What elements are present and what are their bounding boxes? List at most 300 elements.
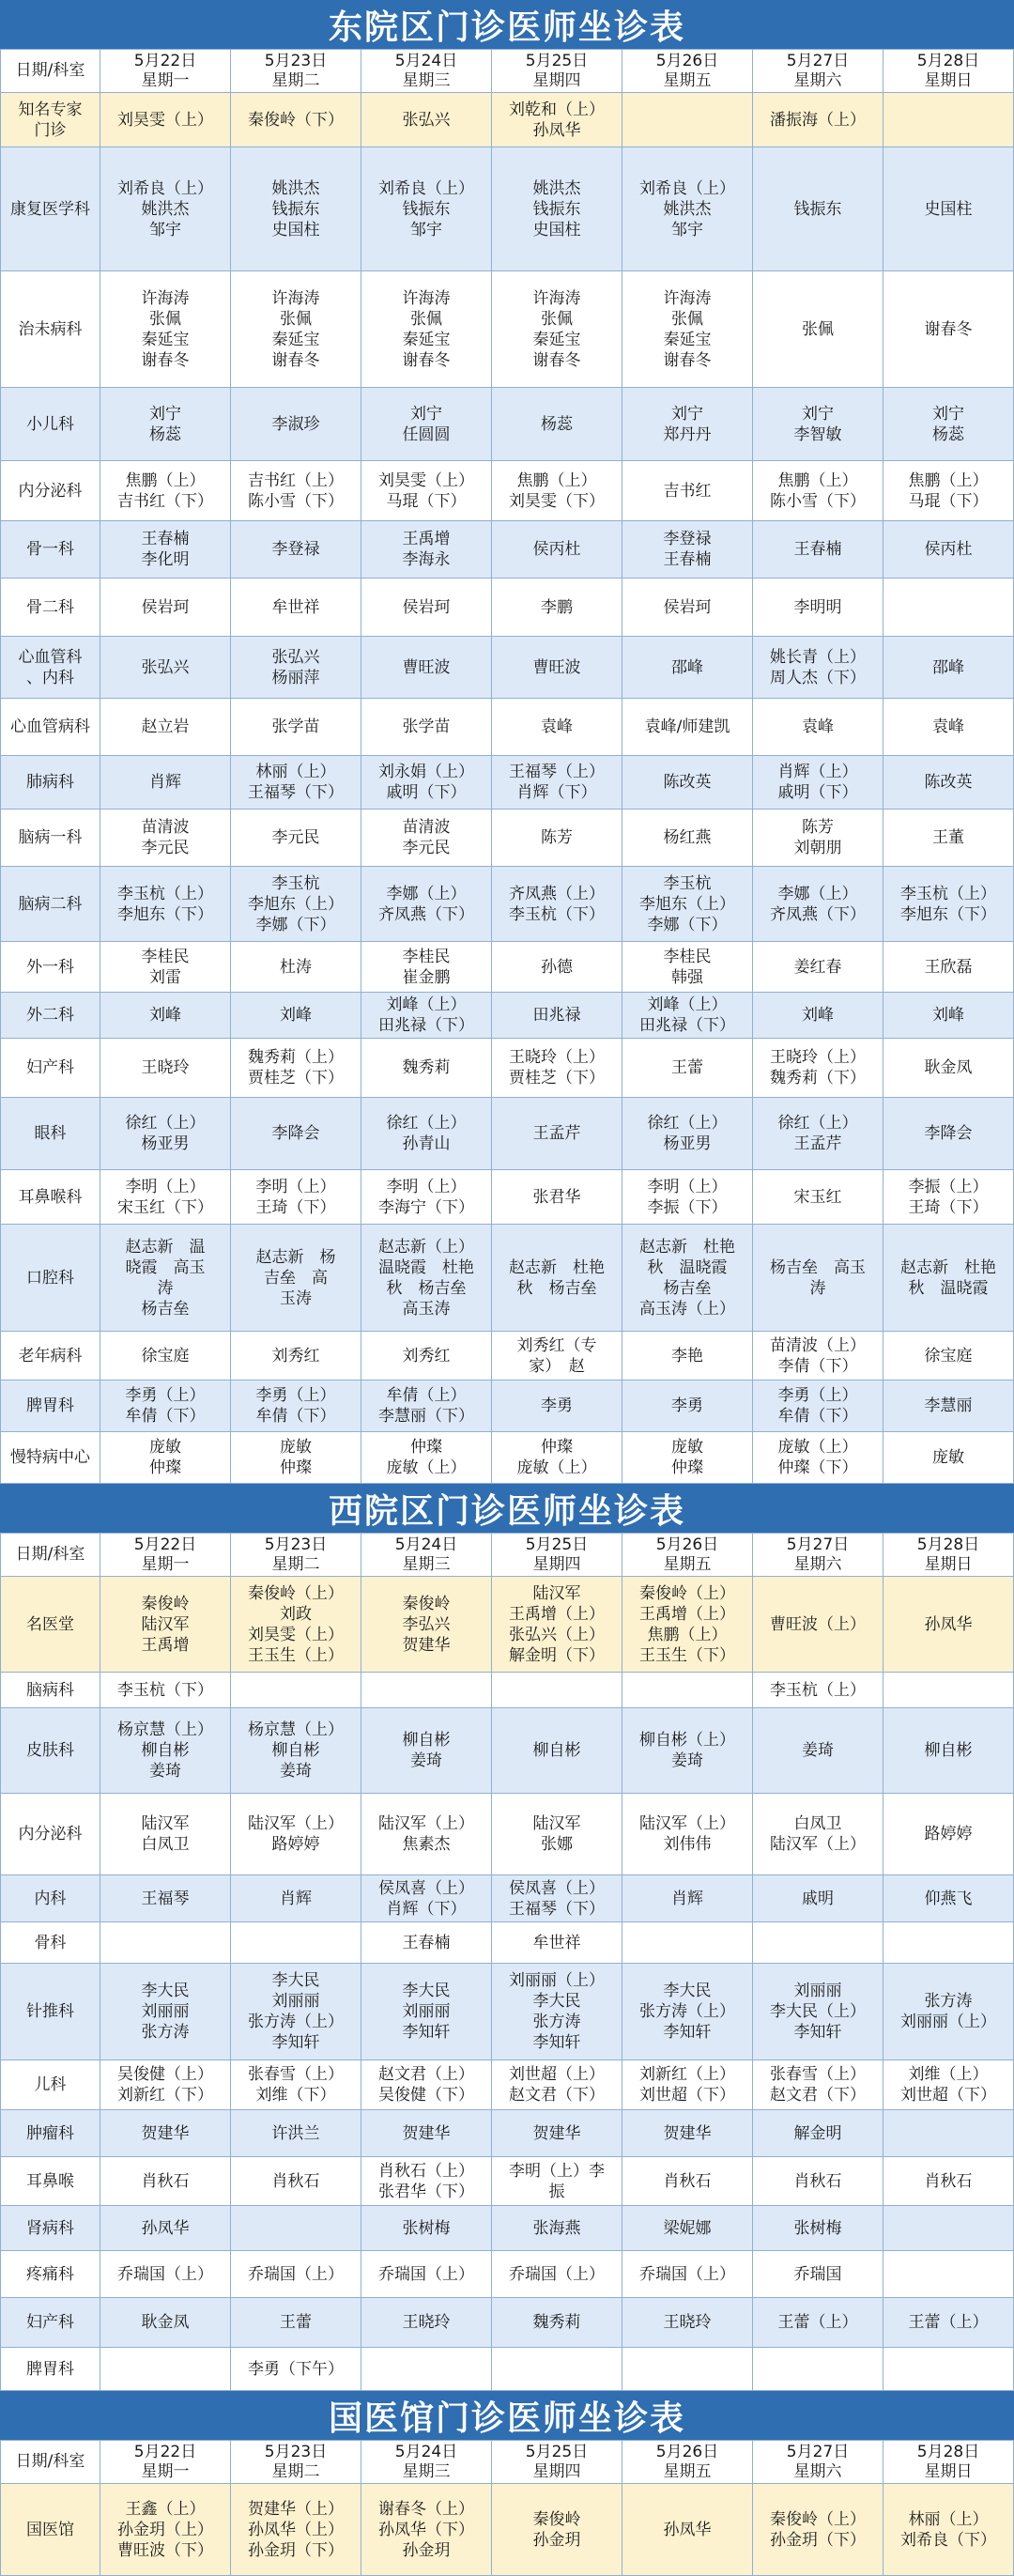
doctor-name: 刘丽丽	[402, 2002, 451, 2021]
department-name: 骨二科	[26, 597, 74, 617]
doctor-cell	[492, 2348, 622, 2391]
doctor-name: 赵志新 温	[125, 1237, 206, 1257]
doctor-name: 乔瑞国	[793, 2264, 842, 2284]
department-name: 骨一科	[26, 540, 74, 559]
table-header-row	[1, 2441, 1014, 2484]
doctor-cell	[622, 699, 753, 756]
doctor-name: 侯岩珂	[402, 597, 451, 617]
department-name: 内分泌科	[18, 481, 83, 501]
doctor-name: 仲璨（下）	[777, 1458, 858, 1477]
doctor-name: 陆汉军（上）	[378, 1814, 474, 1833]
doctor-cell	[361, 2060, 492, 2110]
doctor-name: 张学苗	[402, 717, 451, 736]
doctor-cell	[361, 1432, 492, 1484]
doctor-cell	[753, 1170, 883, 1225]
doctor-name: 李玉杭（上）	[900, 884, 996, 903]
doctor-name: 王禹增	[402, 530, 451, 548]
doctor-cell	[883, 1432, 1014, 1484]
doctor-cell	[231, 867, 361, 942]
doctor-name: 杨丽萍	[271, 668, 320, 687]
doctor-name: 肖辉（下）	[516, 783, 597, 802]
doctor-cell	[492, 1170, 622, 1225]
doctor-name: 张弘兴	[141, 657, 190, 677]
doctor-name: 刘永娟（上）	[378, 763, 474, 781]
doctor-cell	[231, 1922, 361, 1964]
doctor-cell	[492, 1922, 622, 1964]
doctor-name: 姚洪杰	[141, 199, 190, 219]
doctor-name: 仰燕飞	[924, 1889, 973, 1908]
table-header-row	[1, 50, 1014, 93]
doctor-name: 李知轩	[532, 2033, 581, 2052]
doctor-name: 刘维（下）	[255, 2086, 336, 2105]
doctor-cell	[883, 756, 1014, 810]
doctor-cell	[231, 1039, 361, 1098]
doctor-name: 陈小雪（下）	[248, 491, 344, 511]
doctor-cell	[622, 942, 753, 993]
doctor-cell	[231, 2348, 361, 2391]
doctor-name: 姚洪杰	[271, 178, 320, 198]
doctor-name: 徐宝庭	[924, 1346, 973, 1365]
doctor-cell	[100, 1964, 231, 2060]
doctor-name: 庞敏	[671, 1438, 703, 1457]
doctor-name: 李勇	[541, 1396, 573, 1415]
doctor-cell	[622, 2110, 753, 2157]
doctor-name: 秦俊岭（下）	[248, 110, 344, 130]
doctor-cell	[753, 578, 883, 637]
department-cell	[1, 867, 100, 942]
doctor-name: 吉书红	[663, 481, 712, 501]
table-row	[1, 1381, 1014, 1432]
doctor-name: 吴俊健（下）	[378, 2086, 474, 2105]
day-header	[883, 1534, 1014, 1577]
doctor-cell	[100, 942, 231, 993]
department-cell	[1, 1708, 100, 1794]
doctor-name: 贺建华（上）	[248, 2499, 344, 2519]
doctor-name: 孙青山	[402, 1134, 451, 1153]
doctor-name: 宋玉红（下）	[117, 1197, 213, 1217]
department-cell	[1, 1039, 100, 1098]
doctor-name: 魏秀莉（上）	[248, 1048, 344, 1067]
doctor-name: 崔金鹏	[402, 967, 451, 987]
doctor-cell	[231, 2060, 361, 2110]
doctor-name: 牟倩（下）	[777, 1407, 858, 1426]
doctor-name: 秦俊岭（上）	[639, 1583, 735, 1603]
doctor-name: 田兆禄（下）	[639, 1016, 735, 1035]
doctor-name: 李降会	[271, 1124, 320, 1143]
table-row	[1, 2060, 1014, 2110]
doctor-cell	[492, 1577, 622, 1673]
doctor-name: 陆汉军	[532, 1814, 581, 1833]
department-name: 心血管科	[18, 647, 83, 667]
doctor-cell	[231, 1875, 361, 1922]
doctor-name: 李倩（下）	[777, 1356, 858, 1376]
doctor-name: 温晓霞 杜艳	[378, 1257, 474, 1277]
schedule-section	[0, 2391, 1014, 2576]
doctor-name: 许海涛	[663, 288, 712, 308]
doctor-cell	[361, 699, 492, 756]
day-date: 5月28日	[916, 51, 980, 70]
table-row	[1, 2157, 1014, 2206]
schedule-table	[0, 1533, 1014, 2391]
doctor-cell	[361, 2251, 492, 2298]
department-cell	[1, 2348, 100, 2391]
doctor-name: 王春楠	[793, 540, 842, 559]
doctor-cell	[231, 699, 361, 756]
doctor-name: 杨蕊	[541, 414, 573, 434]
day-header	[492, 2441, 622, 2484]
doctor-cell	[361, 2298, 492, 2348]
doctor-cell	[100, 1381, 231, 1432]
doctor-name: 姜琦	[802, 1741, 834, 1760]
doctor-name: 潘振海（上）	[770, 110, 866, 130]
doctor-name: 赵文君（下）	[770, 2086, 866, 2105]
doctor-cell	[492, 388, 622, 461]
doctor-name: 仲璨	[149, 1458, 181, 1477]
table-row	[1, 1875, 1014, 1922]
day-header	[753, 50, 883, 93]
doctor-name: 张海燕	[532, 2218, 581, 2238]
department-name: 脑病一科	[18, 828, 83, 847]
doctor-name: 王禹增（上）	[509, 1604, 605, 1624]
doctor-name: 魏秀莉（下）	[770, 1069, 866, 1087]
doctor-cell	[361, 867, 492, 942]
table-row	[1, 271, 1014, 388]
doctor-cell	[492, 1673, 622, 1708]
day-date: 5月23日	[264, 51, 328, 70]
doctor-cell	[361, 1225, 492, 1332]
table-row	[1, 1922, 1014, 1964]
section-title: 东院区门诊医师坐诊表	[0, 0, 1014, 49]
doctor-cell	[622, 1039, 753, 1098]
doctor-name: 贺建华	[402, 1635, 451, 1655]
doctor-cell	[492, 2206, 622, 2251]
doctor-name: 谢春冬（上）	[378, 2499, 474, 2519]
doctor-cell	[753, 1922, 883, 1964]
doctor-name: 孙凤华	[663, 2520, 712, 2539]
doctor-name: 史国柱	[532, 220, 581, 239]
doctor-name: 李知轩	[271, 2033, 320, 2052]
doctor-cell	[492, 578, 622, 637]
table-row	[1, 578, 1014, 637]
doctor-name: 刘丽丽（上）	[509, 1971, 605, 1990]
doctor-name: 李桂民	[402, 947, 451, 966]
doctor-name: 李振（下）	[647, 1197, 728, 1217]
doctor-name: 陆汉军	[141, 1814, 190, 1833]
doctor-name: 史国柱	[271, 220, 320, 239]
department-cell	[1, 578, 100, 637]
day-weekday: 星期一	[141, 1554, 190, 1574]
day-weekday: 星期三	[402, 1554, 451, 1574]
doctor-cell	[231, 1381, 361, 1432]
doctor-cell	[100, 993, 231, 1039]
doctor-name: 秦俊岭	[402, 1594, 451, 1613]
department-cell	[1, 388, 100, 461]
department-cell	[1, 810, 100, 867]
doctor-name: 郑丹丹	[663, 424, 712, 444]
doctor-name: 仲璨	[280, 1458, 312, 1477]
doctor-name: 振	[548, 2182, 565, 2201]
doctor-name: 刘峰	[802, 1006, 834, 1025]
doctor-cell	[622, 388, 753, 461]
doctor-name: 徐红（上）	[125, 1114, 206, 1133]
table-row	[1, 1332, 1014, 1381]
table-row	[1, 461, 1014, 521]
doctor-cell	[883, 2484, 1014, 2576]
doctor-cell	[361, 1708, 492, 1794]
doctor-name: 李娜（上）	[777, 884, 858, 903]
doctor-cell	[361, 1577, 492, 1673]
doctor-cell	[753, 756, 883, 810]
doctor-cell	[883, 388, 1014, 461]
department-cell	[1, 2484, 100, 2576]
doctor-cell	[492, 2157, 622, 2206]
day-weekday: 星期三	[402, 2461, 451, 2481]
doctor-name: 解金明	[793, 2123, 842, 2143]
department-cell	[1, 1794, 100, 1875]
day-header	[100, 50, 231, 93]
doctor-cell	[492, 637, 622, 699]
doctor-name: 柳自彬	[141, 1741, 190, 1760]
doctor-name: 刘昊雯（上）	[248, 1625, 344, 1644]
doctor-cell	[100, 2348, 231, 2391]
doctor-name: 庞敏	[932, 1448, 964, 1467]
doctor-name: 王福琴	[141, 1889, 190, 1908]
doctor-cell	[883, 461, 1014, 521]
doctor-name: 仲璨	[671, 1458, 703, 1477]
department-name: 康复医学科	[10, 199, 90, 219]
doctor-name: 李旭东（下）	[900, 904, 996, 924]
doctor-name: 孙德	[541, 957, 573, 977]
doctor-name: 张方涛	[924, 1992, 973, 2011]
doctor-name: 焦鹏（上）	[647, 1625, 728, 1644]
doctor-cell	[753, 1577, 883, 1673]
doctor-name: 李艳	[671, 1346, 703, 1365]
department-cell	[1, 1577, 100, 1673]
department-name: 针推科	[26, 2002, 74, 2021]
department-name: 内分泌科	[18, 1825, 83, 1843]
doctor-name: 姚洪杰	[532, 178, 581, 198]
doctor-cell	[622, 578, 753, 637]
table-row	[1, 942, 1014, 993]
doctor-cell	[753, 2484, 883, 2576]
doctor-cell	[492, 2298, 622, 2348]
doctor-cell	[361, 1170, 492, 1225]
doctor-name: 李玉杭（上）	[770, 1680, 866, 1700]
doctor-name: 李玉杭	[271, 873, 320, 893]
doctor-cell	[361, 1794, 492, 1875]
doctor-cell	[100, 1794, 231, 1875]
doctor-name: 乔瑞国（上）	[639, 2264, 735, 2284]
doctor-cell	[100, 2251, 231, 2298]
doctor-name: 刘峰（上）	[386, 995, 467, 1014]
doctor-name: 孙金玥	[532, 2530, 581, 2550]
doctor-name: 刘世超（下）	[639, 2086, 735, 2105]
doctor-name: 刘希良（上）	[378, 178, 474, 198]
day-date: 5月24日	[394, 2442, 458, 2461]
doctor-name: 徐红（上）	[777, 1114, 858, 1133]
day-header	[231, 50, 361, 93]
doctor-cell	[753, 2298, 883, 2348]
doctor-cell	[100, 1039, 231, 1098]
doctor-cell	[883, 2110, 1014, 2157]
table-row	[1, 1964, 1014, 2060]
doctor-name: 齐凤燕（下）	[770, 904, 866, 924]
doctor-cell	[100, 2060, 231, 2110]
doctor-name: 陆汉军	[141, 1614, 190, 1634]
doctor-name: 肖辉	[280, 1889, 312, 1908]
doctor-name: 陈芳	[541, 828, 573, 847]
table-row	[1, 1708, 1014, 1794]
table-row	[1, 1673, 1014, 1708]
doctor-cell	[622, 2484, 753, 2576]
department-name: 妇产科	[26, 2313, 74, 2332]
doctor-name: 李娜（上）	[386, 884, 467, 903]
doctor-cell	[753, 93, 883, 147]
doctor-cell	[622, 1964, 753, 2060]
doctor-name: 李明（上）李	[509, 2161, 605, 2181]
doctor-cell	[231, 2298, 361, 2348]
doctor-name: 肖辉（上）	[777, 763, 858, 781]
table-row	[1, 2251, 1014, 2298]
department-name: 儿科	[34, 2075, 67, 2094]
doctor-cell	[231, 578, 361, 637]
doctor-cell	[231, 1708, 361, 1794]
doctor-name: 白凤卫	[141, 1835, 190, 1854]
doctor-name: 许海涛	[402, 288, 451, 308]
doctor-cell	[622, 1170, 753, 1225]
department-name: 肿瘤科	[26, 2123, 74, 2143]
doctor-name: 魏秀莉	[402, 1058, 451, 1077]
doctor-name: 齐凤燕（上）	[509, 884, 605, 903]
doctor-name: 刘世超（上）	[509, 2065, 605, 2084]
doctor-cell	[231, 637, 361, 699]
department-name: 外一科	[26, 957, 74, 977]
doctor-name: 张君华	[532, 1187, 581, 1207]
doctor-name: 杨吉垒	[141, 1299, 190, 1319]
doctor-cell	[883, 637, 1014, 699]
doctor-cell	[361, 993, 492, 1039]
doctor-name: 李大民	[402, 1982, 451, 2000]
day-weekday: 星期一	[141, 70, 190, 90]
doctor-cell	[361, 1039, 492, 1098]
doctor-name: 李明明	[793, 597, 842, 617]
doctor-cell	[622, 461, 753, 521]
doctor-name: 秦延宝	[402, 330, 451, 349]
doctor-name: 陈小雪（下）	[770, 491, 866, 511]
doctor-cell	[100, 388, 231, 461]
department-cell	[1, 699, 100, 756]
department-cell	[1, 637, 100, 699]
doctor-name: 李娜（下）	[255, 915, 336, 934]
doctor-cell	[883, 2157, 1014, 2206]
department-cell	[1, 2157, 100, 2206]
doctor-name: 王蕾	[671, 1058, 703, 1077]
doctor-name: 钱振东	[532, 199, 581, 219]
doctor-name: 耿金凤	[924, 1058, 973, 1077]
day-date: 5月28日	[916, 1535, 980, 1554]
doctor-name: 庞敏（上）	[386, 1458, 467, 1477]
doctor-cell	[492, 2060, 622, 2110]
department-cell	[1, 2060, 100, 2110]
doctor-name: 杨蕊	[149, 424, 181, 444]
doctor-cell	[883, 2298, 1014, 2348]
doctor-cell	[622, 1381, 753, 1432]
doctor-cell	[883, 521, 1014, 578]
doctor-cell	[883, 1098, 1014, 1170]
doctor-name: 李明（上）	[255, 1177, 336, 1196]
doctor-cell	[492, 1708, 622, 1794]
doctor-cell	[492, 521, 622, 578]
doctor-name: 陆汉军（上）	[248, 1814, 344, 1833]
doctor-cell	[361, 147, 492, 271]
doctor-name: 任圆圆	[402, 424, 451, 444]
doctor-name: 刘新红（上）	[639, 2065, 735, 2084]
doctor-name: 刘宁	[410, 404, 442, 424]
doctor-cell	[622, 2206, 753, 2251]
doctor-name: 肖辉（下）	[386, 1899, 467, 1919]
section-title: 国医馆门诊医师坐诊表	[0, 2391, 1014, 2440]
schedule-table	[0, 49, 1014, 1484]
doctor-cell	[361, 2206, 492, 2251]
doctor-name: 许海涛	[532, 288, 581, 308]
doctor-name: 梁妮娜	[663, 2218, 712, 2238]
doctor-cell	[100, 1673, 231, 1708]
doctor-cell	[883, 2251, 1014, 2298]
doctor-name: 杨吉垒	[663, 1278, 712, 1298]
doctor-cell	[100, 1170, 231, 1225]
day-date: 5月23日	[264, 1535, 328, 1554]
department-name: 耳鼻喉科	[18, 1187, 83, 1207]
day-weekday: 星期二	[271, 70, 320, 90]
doctor-name: 张佩	[802, 319, 834, 339]
doctor-name: 张弘兴	[402, 110, 451, 130]
doctor-name: 陆汉军	[532, 1583, 581, 1603]
doctor-cell	[753, 1964, 883, 2060]
doctor-name: 肖秋石（上）	[378, 2161, 474, 2181]
doctor-name: 林丽（上）	[908, 2509, 989, 2529]
doctor-cell	[622, 147, 753, 271]
doctor-name: 宋玉红	[793, 1187, 842, 1207]
day-date: 5月27日	[786, 51, 850, 70]
doctor-cell	[883, 1964, 1014, 2060]
doctor-cell	[753, 1381, 883, 1432]
doctor-name: 李桂民	[663, 947, 712, 966]
schedule-section	[0, 1484, 1014, 2391]
department-cell	[1, 942, 100, 993]
doctor-name: 刘昊雯（下）	[509, 491, 605, 511]
table-row	[1, 1432, 1014, 1484]
doctor-cell	[231, 388, 361, 461]
department-name: 脑病二科	[18, 894, 83, 914]
doctor-cell	[100, 1922, 231, 1964]
doctor-name: 赵文君（上）	[378, 2065, 474, 2084]
doctor-cell	[361, 461, 492, 521]
doctor-cell	[492, 1964, 622, 2060]
doctor-name: 侯岩珂	[141, 597, 190, 617]
doctor-cell	[492, 1039, 622, 1098]
doctor-cell	[100, 1875, 231, 1922]
doctor-name: 秋 温晓霞	[908, 1278, 989, 1298]
table-row	[1, 2110, 1014, 2157]
doctor-name: 秦俊岭（上）	[248, 1583, 344, 1603]
doctor-name: 柳自彬（上）	[639, 1731, 735, 1750]
department-name: 名医堂	[26, 1614, 74, 1634]
doctor-name: 张树梅	[793, 2218, 842, 2238]
doctor-cell	[100, 2298, 231, 2348]
doctor-cell	[883, 1332, 1014, 1381]
doctor-name: 曹旺波	[402, 657, 451, 677]
doctor-name: 张春雪（上）	[248, 2065, 344, 2084]
